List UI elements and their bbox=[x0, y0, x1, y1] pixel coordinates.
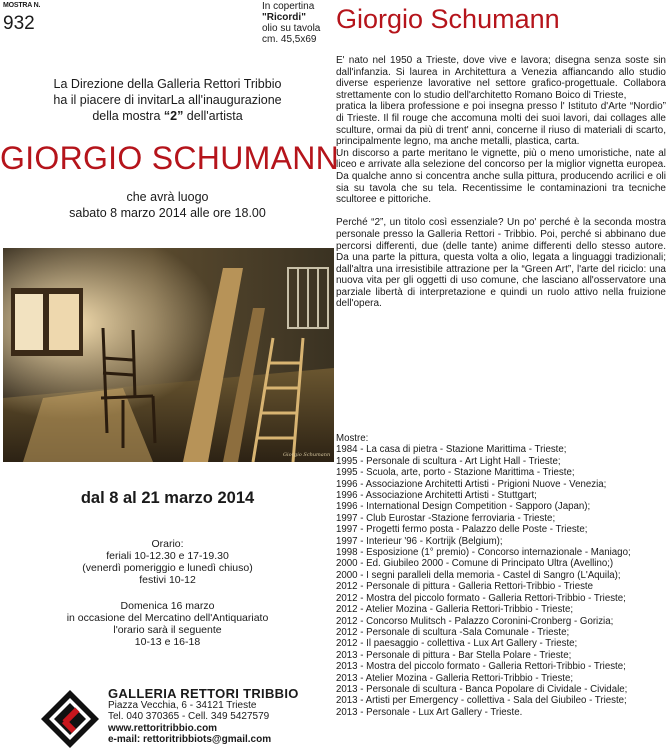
invitation-text bbox=[0, 76, 335, 124]
exhibition-item: 2012 - Atelier Mozina - Galleria Rettori-Tribbio - Trieste; bbox=[336, 604, 574, 616]
sunday-hours bbox=[0, 600, 335, 648]
invite-line-3: della mostra “2” dell'artista bbox=[92, 109, 243, 123]
sunday-line-3: l'orario sarà il seguente bbox=[113, 624, 222, 636]
cover-size: cm. 45,5x69 bbox=[262, 34, 317, 45]
gallery-name: GALLERIA RETTORI TRIBBIO bbox=[108, 686, 299, 701]
exhibition-dates: dal 8 al 21 marzo 2014 bbox=[80, 489, 255, 507]
exhibition-item: 2013 - Artisti per Emergency - collettiva - Sala del Giubileo - Trieste; bbox=[336, 695, 627, 707]
hours-line-2: (venerdì pomeriggio e lunedì chiuso) bbox=[82, 562, 253, 574]
exhibition-item: 2012 - Personale di pittura - Galleria Rettori-Tribbio - Trieste bbox=[336, 581, 594, 593]
painting-signature: Giorgio Schumann bbox=[283, 452, 331, 458]
opening-line-2: sabato 8 marzo 2014 alle ore 18.00 bbox=[69, 206, 266, 220]
bio-title: Giorgio Schumann bbox=[336, 4, 560, 34]
exhibition-item: 1995 - Personale di scultura - Art Light Hall - Trieste; bbox=[336, 455, 561, 467]
cover-note bbox=[262, 1, 342, 45]
exhibitions-list bbox=[336, 433, 666, 718]
invite-line-1: La Direzione della Galleria Rettori Tribbio bbox=[53, 77, 282, 91]
exhibition-item: 1995 - Scuola, arte, porto - Stazione Marittima - Trieste; bbox=[336, 467, 575, 479]
hours-line-3: festivi 10-12 bbox=[139, 574, 196, 586]
opening-hours bbox=[0, 538, 335, 586]
cover-title: In copertina bbox=[262, 1, 315, 12]
gallery-website-link[interactable]: www.rettoritribbio.com bbox=[108, 722, 218, 734]
sunday-line-2: in occasione del Mercatino dell'Antiquariato bbox=[66, 612, 269, 624]
gallery-phone: Tel. 040 370365 - Cell. 349 5427579 bbox=[108, 711, 270, 722]
cover-medium: olio su tavola bbox=[262, 23, 321, 34]
exhibition-item: 2013 - Mostra del piccolo formato - Galleria Rettori-Tribbio - Trieste; bbox=[336, 661, 626, 673]
opening-date bbox=[0, 189, 335, 221]
gallery-email-link[interactable]: e-mail: rettoritribbiots@gmail.com bbox=[108, 734, 272, 745]
gallery-contact bbox=[108, 688, 338, 746]
artist-name: GIORGIO SCHUMANN bbox=[0, 140, 340, 176]
exhibitions-items bbox=[336, 444, 666, 718]
exhibition-item: 1997 - Progetti fermo posta - Palazzo delle Poste - Trieste; bbox=[336, 524, 588, 536]
exhibition-item: 2000 - I segni paralleli della memoria - Castel di Sangro (L'Aquila); bbox=[336, 569, 621, 581]
mostra-number: 932 bbox=[3, 13, 35, 34]
exhibition-item: 1998 - Esposizione (1° premio) - Concorso internazionale - Maniago; bbox=[336, 547, 631, 559]
exhibition-item: 2012 - Personale di scultura -Sala Comunale - Trieste; bbox=[336, 626, 570, 638]
sunday-line-1: Domenica 16 marzo bbox=[120, 600, 215, 612]
cover-work: "Ricordi" bbox=[262, 12, 306, 23]
opening-line-1: che avrà luogo bbox=[126, 190, 209, 204]
bio-paragraph: E' nato nel 1950 a Trieste, dove vive e lavora; disegna senza soste sin dall'infanzia. Si laurea in Architettura a Venezia affiancando allo studio diverse esperienze lavorative nel settore grafico-progettuale. Collabora strettamente con lo studio dell'architetto Romano Boico di Trieste, bbox=[336, 55, 666, 101]
invite-line-2: ha il piacere di invitarLa all'inaugurazione bbox=[53, 93, 282, 107]
exhibitions-title: Mostre: bbox=[336, 433, 369, 444]
exhibition-item: 2000 - Ed. Giubileo 2000 - Comune di Principato Ultra (Avellino;) bbox=[336, 558, 614, 570]
bio-paragraph: Un discorso a parte meritano le vignette, più o meno umoristiche, nate al liceo e arrivate alla selezione del concorso per la miglior vignetta europea. Da qualche anno si concentra anche sulla pittura, producendo acrilici e oli sia su tavola che su tela. Recentissime le contaminazioni tra tecniche scultoree e pittoriche. bbox=[336, 147, 666, 206]
exhibition-item: 1997 - Club Eurostar -Stazione ferroviaria - Trieste; bbox=[336, 512, 556, 524]
exhibition-item: 1984 - La casa di pietra - Stazione Marittima - Trieste; bbox=[336, 444, 567, 456]
gallery-logo-icon bbox=[40, 689, 100, 749]
exhibition-item: 2013 - Personale - Lux Art Gallery - Trieste. bbox=[336, 706, 523, 718]
sunday-line-4: 10-13 e 16-18 bbox=[134, 636, 201, 648]
gallery-address: Piazza Vecchia, 6 - 34121 Trieste bbox=[108, 699, 257, 711]
exhibition-item: 2012 - Il paesaggio - collettiva - Lux Art Gallery - Trieste; bbox=[336, 638, 578, 650]
exhibition-item: 2013 - Personale di scultura - Banca Popolare di Cividale - Cividale; bbox=[336, 683, 628, 695]
exhibition-item: 1996 - Associazione Architetti Artisti - Stuttgart; bbox=[336, 490, 537, 502]
exhibition-item: 2013 - Atelier Mozina - Galleria Rettori-Tribbio - Trieste; bbox=[336, 672, 574, 684]
bio-paragraph: pratica la libera professione e poi insegna presso l' Istituto d'Arte “Nordio” di Trieste. Il fil rouge che accomuna molti dei suoi lavori, dai collages alle sculture, ormai da più di trent' anni, concerne il riuso di materiali di scarto, principalmente legno, ma anche metalli, plastica, carta. bbox=[336, 101, 666, 148]
artist-biography bbox=[336, 55, 666, 310]
exhibition-item: 2012 - Concorso Mulitsch - Palazzo Coronini-Cronberg - Gorizia; bbox=[336, 615, 614, 627]
hours-line-1: feriali 10-12.30 e 17-19.30 bbox=[106, 550, 229, 562]
exhibition-item: 1997 - Interieur '96 - Kortrijk (Belgium); bbox=[336, 535, 503, 547]
bio-paragraph: Perché “2”, un titolo così essenziale? Un po' perché è la seconda mostra personale presso la Galleria Rettori - Tribbio. Poi, perché si abbinano due percorsi differenti, due (delle tante) anime differenti dello stesso autore. Da una parte la pittura, questa volta a olio, legata a linguaggi tradizionali; dall'altra una irresistibile attrazione per la “Green Art”, l'arte del riciclo: una nuova vita per gli oggetti di uso comune, che lasciano all'osservatore una parziale libertà di interpretazione e quindi un ruolo attivo nella fruizione dell'opera. bbox=[336, 217, 666, 310]
hours-title: Orario: bbox=[151, 538, 184, 550]
exhibition-item: 2013 - Personale di pittura - Bar Stella Polare - Trieste; bbox=[336, 649, 572, 661]
exhibition-item: 1996 - International Design Competition - Sapporo (Japan); bbox=[336, 501, 591, 513]
mostra-label: MOSTRA N. bbox=[3, 2, 41, 9]
exhibition-item: 2012 - Mostra del piccolo formato - Galleria Rettori-Tribbio - Trieste; bbox=[336, 592, 626, 604]
cover-painting bbox=[3, 248, 334, 462]
exhibition-item: 1996 - Associazione Architetti Artisti - Prigioni Nuove - Venezia; bbox=[336, 478, 607, 490]
exhibition-title: “2” bbox=[163, 109, 184, 123]
